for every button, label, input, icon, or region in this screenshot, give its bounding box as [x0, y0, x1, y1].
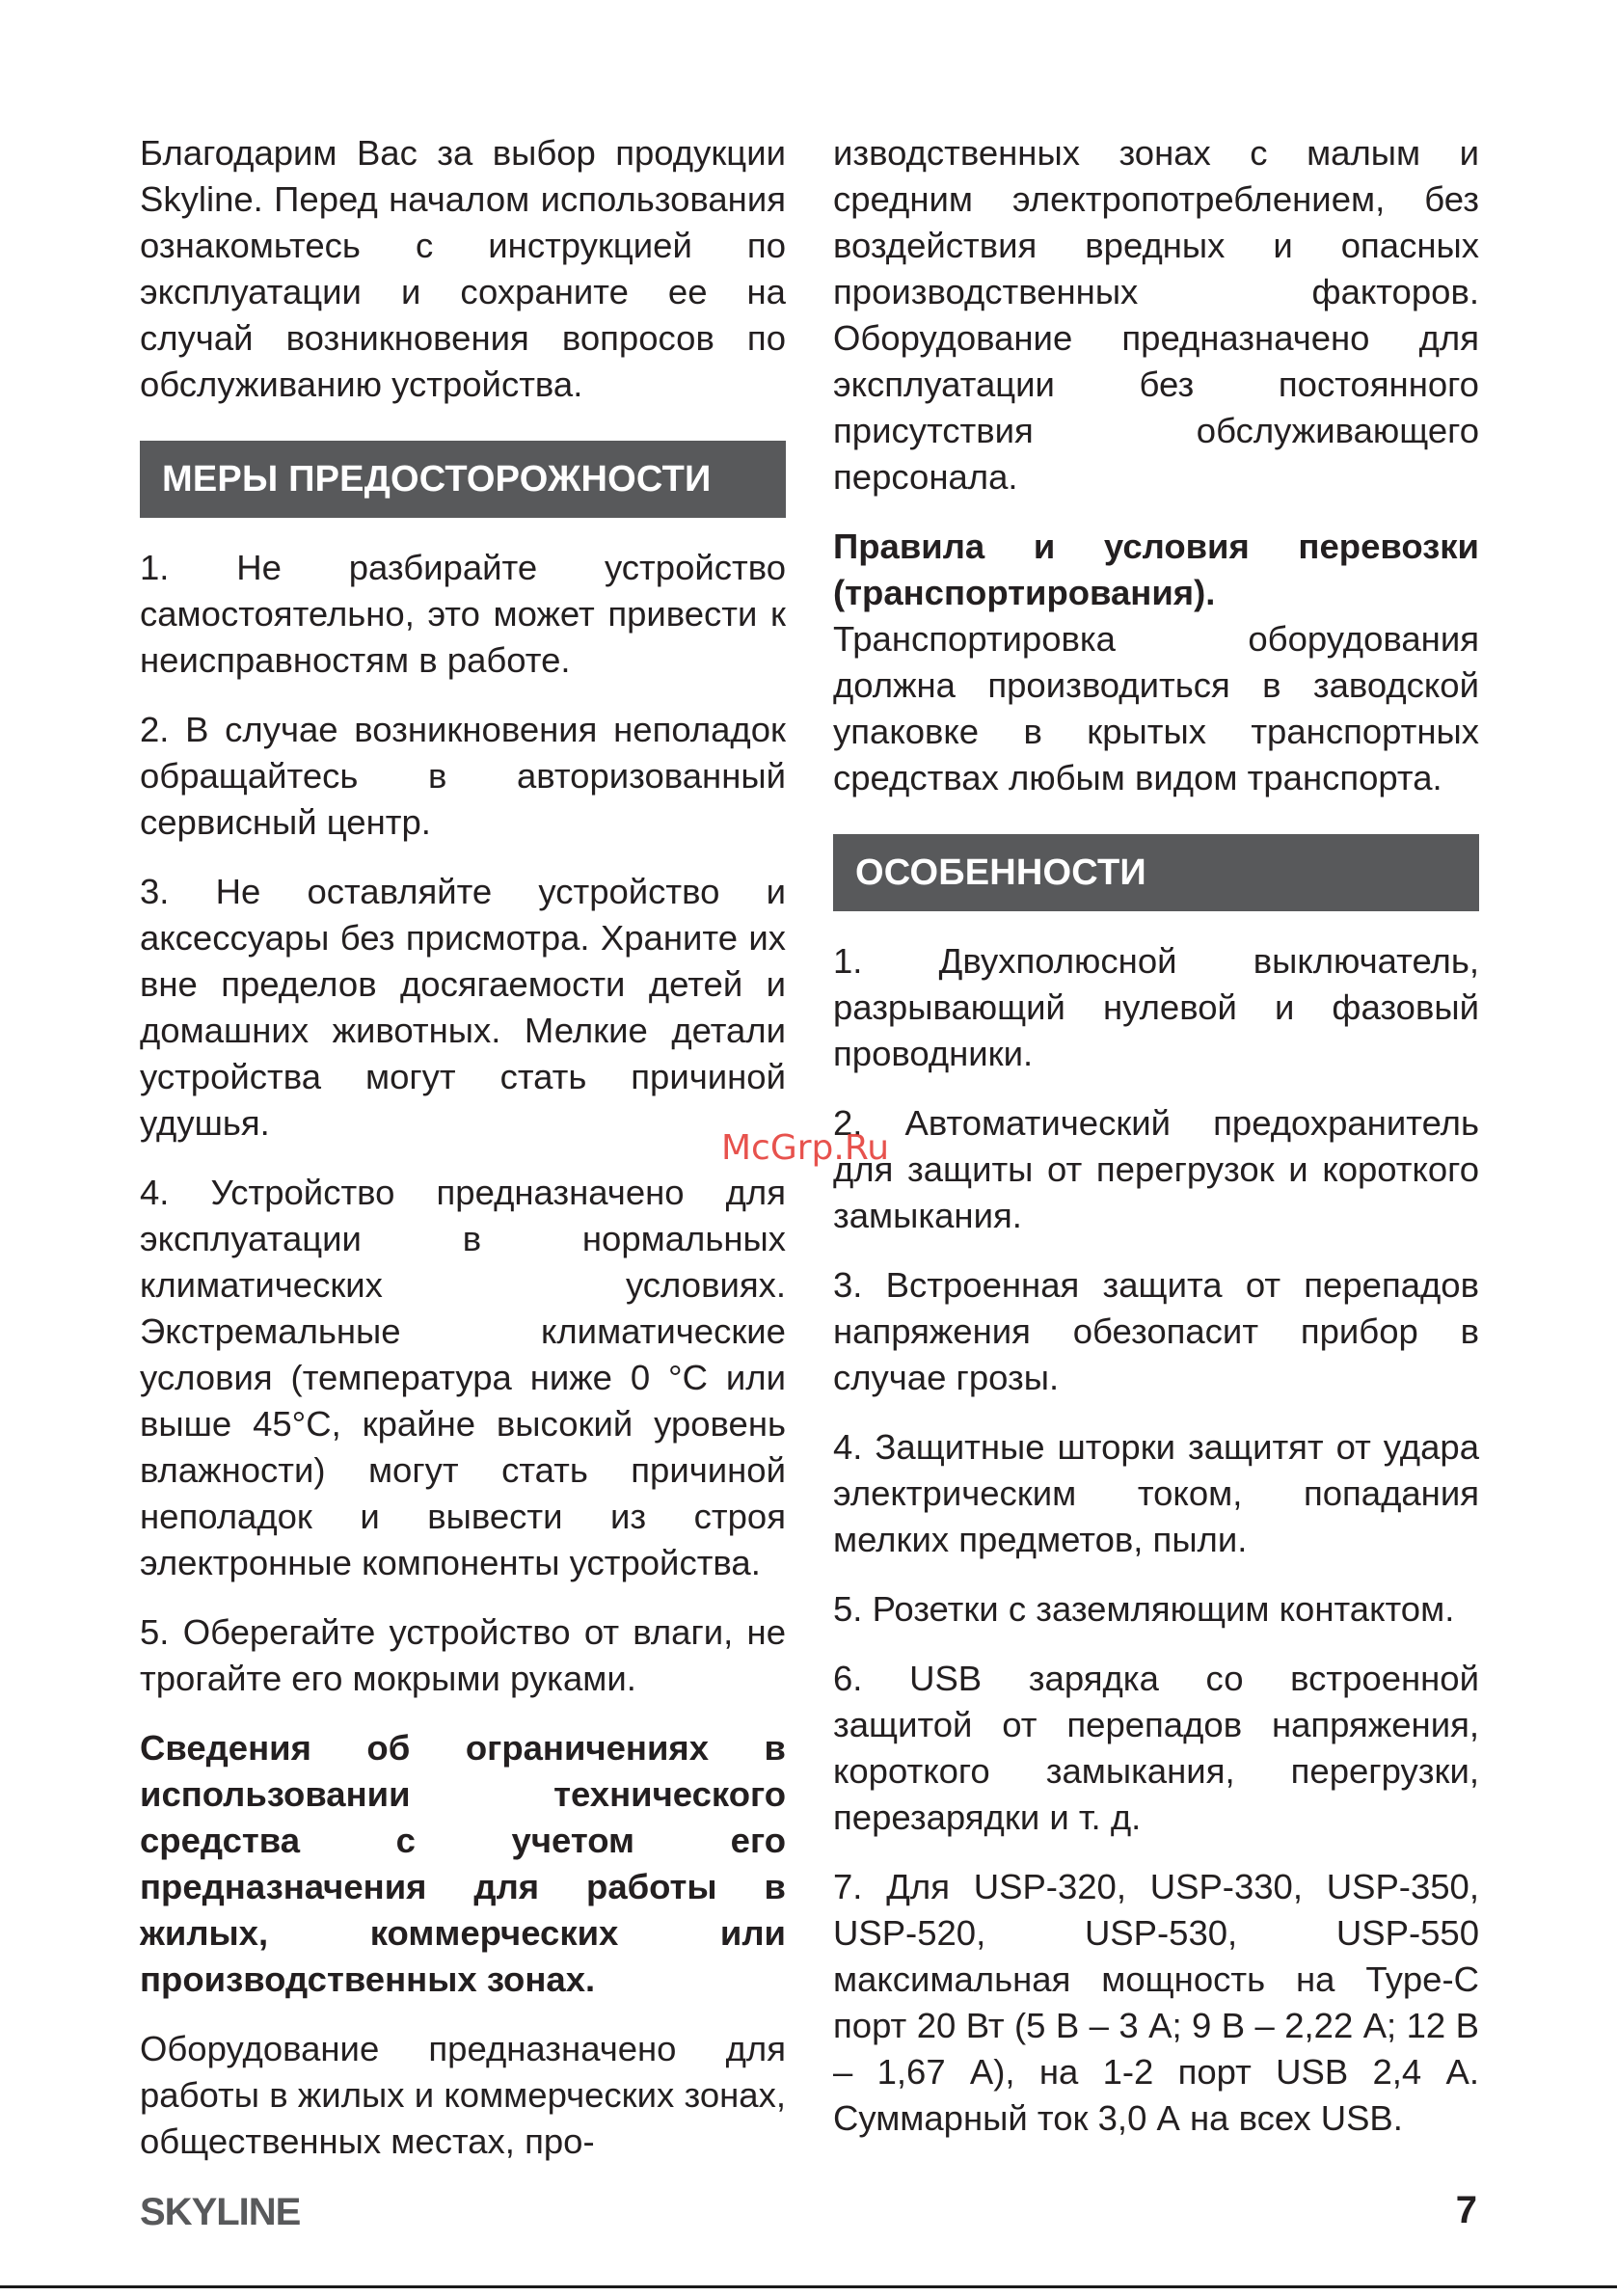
precaution-item-5: 5. Оберегайте устройство от влаги, не трогайте его мокрыми руками.	[140, 1612, 786, 1698]
features-heading: ОСОБЕННОСТИ	[833, 834, 1479, 911]
precautions-heading: МЕРЫ ПРЕДОСТОРОЖНОСТИ	[140, 441, 786, 518]
feature-item-4: 4. Защитные шторки защитят от удара электрическим током, попадания мелких предметов, пыли.	[833, 1427, 1479, 1559]
bottom-divider	[0, 2285, 1617, 2288]
feature-item-1: 1. Двухполюсной выключатель, разрывающий нулевой и фазовый проводники.	[833, 941, 1479, 1073]
precaution-item-3: 3. Не оставляйте устройство и аксессуары без присмотра. Храните их вне пределов досягаемости детей и домашних животных. Мелкие детали устройства могут стать причиной удушья.	[140, 872, 786, 1143]
precaution-item-4: 4. Устройство предназначено для эксплуатации в нормальных климатических условиях. Экстремальные климатические условия (температура ниже 0 °C или выше 45°C, крайне высокий уровень влажности) могут стать причиной неполадок и вывести из строя электронные компоненты устройства.	[140, 1173, 786, 1582]
intro-paragraph: Благодарим Вас за выбор продукции Skyline. Перед началом использования ознакомьтесь с инструкцией по эксплуатации и сохраните ее на случай возникновения вопросов по обслуживанию устройства.	[140, 133, 786, 404]
precaution-item-2: 2. В случае возникновения неполадок обращайтесь в авторизованный сервисный центр.	[140, 710, 786, 842]
feature-item-2: 2. Автоматический предохранитель для защиты от перегрузок и короткого замыкания.	[833, 1103, 1479, 1235]
precaution-item-1: 1. Не разбирайте устройство самостоятельно, это может привести к неисправностям в работе.	[140, 548, 786, 680]
restrictions-heading: Сведения об ограничениях в использовании технического средства с учетом его предназначения для работы в жилых, коммерческих или производственных зонах.	[140, 1728, 786, 1999]
watermark: McGrp.Ru	[721, 1128, 890, 1168]
feature-item-7: 7. Для USP-320, USP-330, USP-350, USP-520, USP-530, USP-550 максимальная мощность на Type-C порт 20 Вт (5 В – 3 А; 9 В – 2,22 А; 12 В – 1,67 А), на 1-2 порт USB 2,4 А. Суммарный ток 3,0 А на всех USB.	[833, 1867, 1479, 2138]
right-column	[833, 130, 1479, 2165]
restrictions-text-start: Оборудование предназначено для работы в жилых и коммерческих зонах, общественных местах, про-	[140, 2029, 786, 2161]
feature-item-3: 3. Встроенная защита от перепадов напряжения обезопасит прибор в случае грозы.	[833, 1265, 1479, 1397]
left-column	[140, 130, 786, 2188]
transport-lead: Правила и условия перевозки (транспортирования).	[833, 527, 1479, 612]
transport-text: Транспортировка оборудования должна производиться в заводской упаковке в крытых транспортных средствах любым видом транспорта.	[833, 619, 1479, 797]
feature-item-5: 5. Розетки с заземляющим контактом.	[833, 1589, 1455, 1629]
restrictions-text-continued: изводственных зонах с малым и средним электропотреблением, без воздействия вредных и опасных производственных факторов. Оборудование предназначено для эксплуатации без постоянного присутствия обслуживающего персонала.	[833, 133, 1479, 497]
page-number: 7	[1455, 2189, 1477, 2231]
transport-paragraph	[833, 524, 1479, 801]
feature-item-6: 6. USB зарядка со встроенной защитой от перепадов напряжения, короткого замыкания, перегрузки, перезарядки и т. д.	[833, 1659, 1479, 1837]
brand-logo: SKYLINE	[140, 2191, 301, 2233]
